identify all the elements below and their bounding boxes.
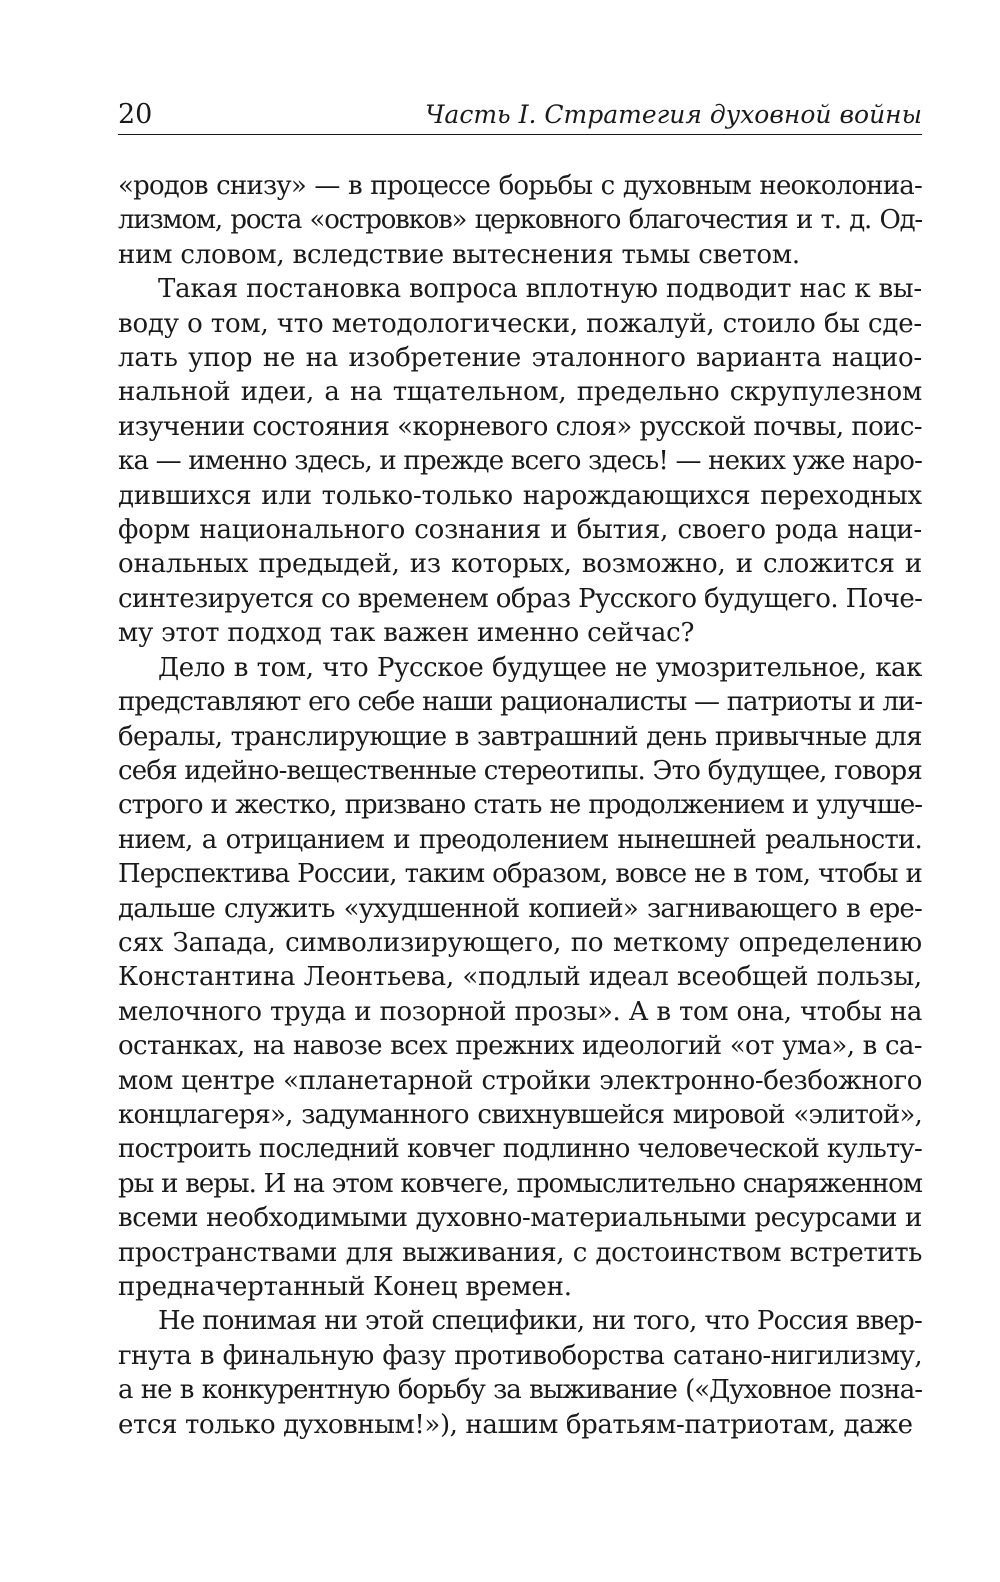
text-line: строго и жестко, призвано стать не продолжением и улучше- xyxy=(118,790,922,821)
text-line: построить последний ковчег подлинно человеческой культу- xyxy=(118,1134,922,1165)
text-line: ним словом, вследствие вытеснения тьмы светом. xyxy=(118,239,800,270)
text-line: лать упор не на изобретение эталонного варианта нацио- xyxy=(118,343,922,374)
text-line: сях Запада, символизирующего, по меткому определению xyxy=(118,927,922,958)
text-line: себя идейно-вещественные стереотипы. Это будущее, говоря xyxy=(118,755,922,786)
text-line: дальше служить «ухудшенной копией» загнивающего в ере- xyxy=(118,893,922,924)
text-line: предначертанный Конец времен. xyxy=(118,1272,572,1302)
text-line: му этот подход так важен именно сейчас? xyxy=(118,618,695,649)
paragraph xyxy=(118,1304,922,1442)
text-line: мом центре «планетарной стройки электронно-безбожного xyxy=(118,1065,922,1096)
text-line: воду о том, что методологически, пожалуй, стоило бы сде- xyxy=(118,308,922,339)
text-line: Константина Леонтьева, «подлый идеал всеобщей пользы, xyxy=(118,962,922,993)
text-line: бералы, транслирующие в завтрашний день привычные для xyxy=(118,721,922,752)
text-line: ональных предыдей, из которых, возможно, и сложится и xyxy=(118,549,922,580)
text-line: дившихся или только-только нарождающихся переходных xyxy=(118,480,922,511)
text-line: изучении состояния «корневого слоя» русской почвы, поис- xyxy=(118,411,922,442)
body-text xyxy=(118,169,922,1442)
paragraph xyxy=(118,169,922,272)
text-line: нальной идеи, а на тщательном, предельно скрупулезном xyxy=(118,377,922,408)
text-line: Перспектива России, таким образом, вовсе не в том, чтобы и xyxy=(118,859,922,890)
paragraph xyxy=(118,651,922,1305)
text-line: концлагеря», задуманного свихнувшейся мировой «элитой», xyxy=(118,1099,922,1130)
text-line: ка — именно здесь, и прежде всего здесь! — неких уже наро- xyxy=(118,446,923,477)
text-line: ется только духовным!»), нашим братьям-патриотам, даже xyxy=(118,1409,913,1440)
text-line: Дело в том, что Русское будущее не умозрительное, как xyxy=(158,652,922,683)
text-line: гнута в финальную фазу противоборства сатано-нигилизму, xyxy=(118,1340,922,1371)
text-line: Такая постановка вопроса вплотную подводит нас к вы- xyxy=(158,274,922,305)
section-title: Часть I. Стратегия духовной войны xyxy=(425,100,922,129)
text-line: «родов снизу» — в процессе борьбы с духовным неоколониа- xyxy=(118,171,922,201)
paragraph xyxy=(118,272,922,650)
text-line: ры и веры. И на этом ковчеге, промыслительно снаряженном xyxy=(118,1168,922,1199)
text-line: нием, а отрицанием и преодолением нынешней реальности. xyxy=(118,824,922,855)
page-number: 20 xyxy=(118,99,153,130)
text-line: Не понимая ни этой специфики, ни того, что Россия ввер- xyxy=(158,1306,922,1337)
text-line: представляют его себе наши рационалисты — патриоты и ли- xyxy=(118,687,922,718)
text-line: лизмом, роста «островков» церковного благочестия и т. д. Од- xyxy=(118,205,922,236)
text-line: останках, на навозе всех прежних идеологий «от ума», в са- xyxy=(118,1031,922,1062)
text-line: а не в конкурентную борьбу за выживание («Духовное позна- xyxy=(118,1375,922,1406)
text-line: форм национального сознания и бытия, своего рода наци- xyxy=(118,515,922,546)
book-page xyxy=(118,98,922,1442)
text-line: всеми необходимыми духовно-материальными ресурсами и xyxy=(118,1203,922,1234)
text-line: пространствами для выживания, с достоинством встретить xyxy=(118,1237,922,1268)
text-line: синтезируется со временем образ Русского будущего. Поче- xyxy=(118,583,923,614)
text-line: мелочного труда и позорной прозы». А в том она, чтобы на xyxy=(118,996,922,1027)
running-header xyxy=(118,98,922,135)
